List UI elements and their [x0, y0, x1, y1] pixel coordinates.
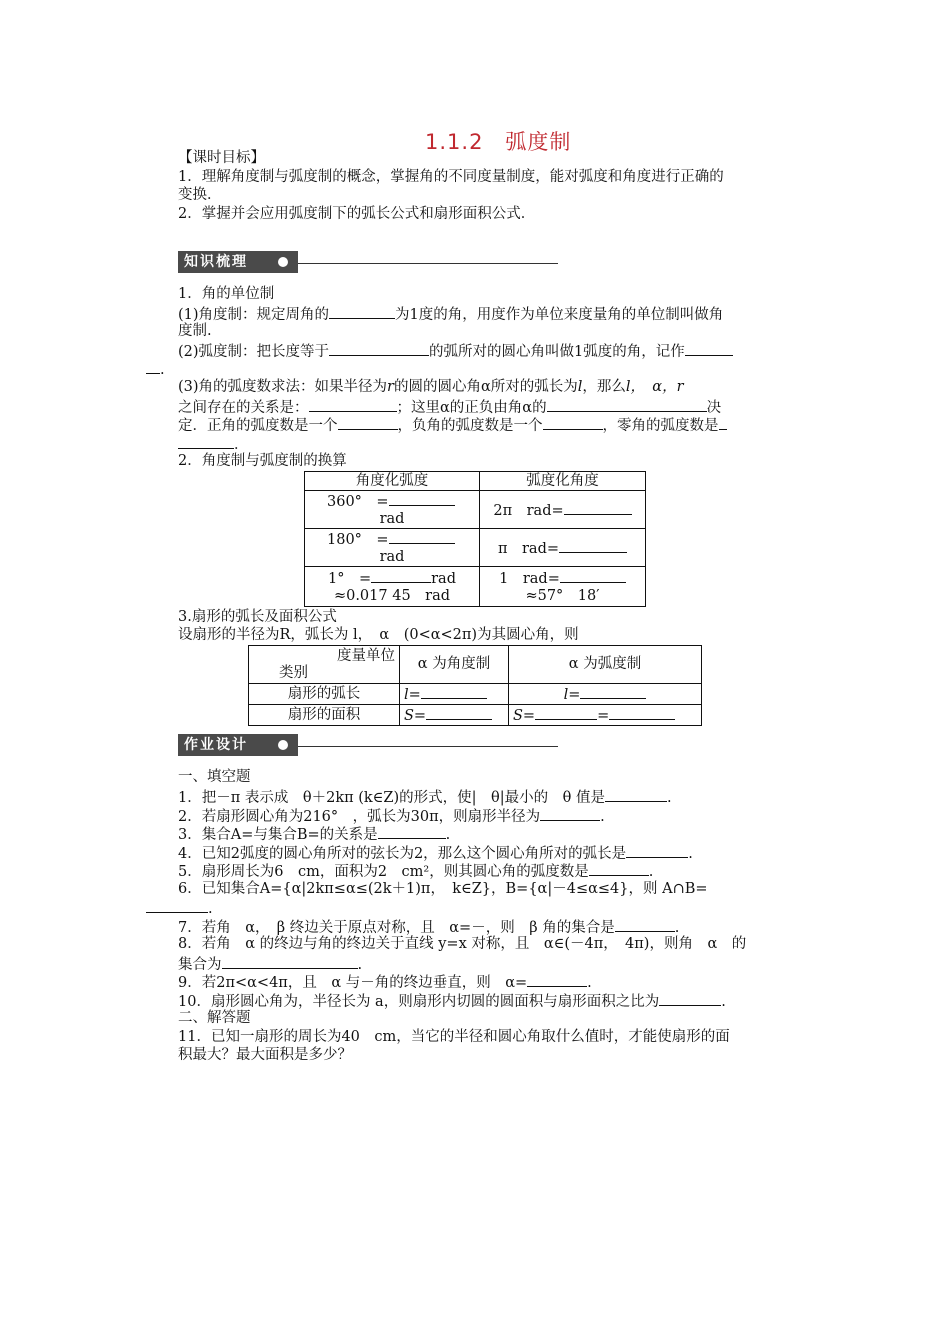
table-header: 角度化弧度 — [305, 472, 480, 491]
question-1: 1．把－π 表示成 θ＋2kπ (k∈Z)的形式，使| θ|最小的 θ 值是 . — [178, 787, 672, 807]
blank — [338, 415, 398, 430]
objective-2: 2．掌握并会应用弧度制下的弧长公式和扇形面积公式． — [178, 206, 536, 222]
sign-line: 定．正角的弧度数是一个 ，负角的弧度数是一个 ，零角的弧度数是 — [178, 415, 727, 435]
sector-intro: 设扇形的半径为R，弧长为 l， α (0<α<2π)为其圆心角，则 — [178, 627, 579, 643]
table-cell: l= — [509, 684, 702, 705]
part-heading: 二、解答题 — [178, 1010, 251, 1026]
bullet-dot-icon — [278, 257, 288, 267]
section-rule — [298, 263, 558, 264]
blank — [329, 341, 429, 356]
blank — [543, 415, 603, 430]
question-9: 9．若2π<α<4π，且 α 与－角的终边垂直，则 α= . — [178, 972, 592, 992]
table-cell: S= — [400, 705, 509, 726]
objective-1-cont: 变换． — [178, 187, 222, 203]
table-cell: π rad= — [480, 529, 646, 567]
blank — [685, 341, 733, 356]
sector-table — [248, 645, 702, 726]
table-header: α 为角度制 — [400, 646, 509, 684]
relation-line: 之间存在的关系是： ；这里α的正负由角α的 决 — [178, 397, 721, 417]
question-6-cont: . — [146, 898, 213, 918]
table-header: 度量单位 类别 — [249, 646, 400, 684]
table-cell: 扇形的面积 — [249, 705, 400, 726]
table-cell: 180° = rad — [305, 529, 480, 567]
table-header: α 为弧度制 — [509, 646, 702, 684]
table-cell: 2π rad= — [480, 491, 646, 529]
section-label: 知识梳理 — [178, 251, 298, 273]
question-7: 7．若角 α， β 终边关于原点对称，且 α=－，则 β 角的集合是 . — [178, 917, 679, 937]
objectives-heading: 【课时目标】 — [178, 150, 265, 166]
question-4: 4．已知2弧度的圆心角所对的弦长为2，那么这个圆心角所对的弧长是 . — [178, 843, 693, 863]
table-cell: l= — [400, 684, 509, 705]
blank — [329, 304, 395, 319]
question-2: 2．若扇形圆心角为216° ，弧长为30π，则扇形半径为 . — [178, 806, 605, 826]
blank — [547, 397, 707, 412]
question-8: 8．若角 α 的终边与角的终边关于直线 y=x 对称，且 α∈(－4π， 4π)，则角 α 的 — [178, 936, 747, 952]
blank — [146, 359, 160, 374]
question-11: 11．已知一扇形的周长为40 cm，当它的半径和圆心角取什么值时，才能使扇形的面 — [178, 1029, 730, 1045]
conversion-heading: 2．角度制与弧度制的换算 — [178, 453, 347, 469]
blank — [719, 415, 727, 430]
bullet-dot-icon — [278, 740, 288, 750]
question-6: 6．已知集合A={α|2kπ≤α≤(2k＋1)π， k∈Z}，B={α|－4≤α≤4}，则 A∩B= — [178, 881, 708, 897]
table-cell: S= = — [509, 705, 702, 726]
blank — [309, 397, 397, 412]
section-label: 作业设计 — [178, 734, 298, 756]
conversion-table — [304, 471, 646, 607]
objective-1: 1．理解角度制与弧度制的概念，掌握角的不同度量制度，能对弧度和角度进行正确的 — [178, 169, 724, 185]
table-header: 弧度化角度 — [480, 472, 646, 491]
table-cell: 1 rad= ≈57° 18′ — [480, 567, 646, 607]
part-heading: 一、填空题 — [178, 769, 251, 785]
blank — [178, 434, 234, 449]
radian-definition: (2)弧度制：把长度等于 的弧所对的圆心角叫做1弧度的角，记作 — [178, 341, 733, 361]
table-cell: 1° = rad ≈0.017 45 rad — [305, 567, 480, 607]
page-title: 1.1.2 弧度制 — [425, 130, 572, 154]
question-5: 5．扇形周长为6 cm，面积为2 cm²，则其圆心角的弧度数是 . — [178, 861, 653, 881]
section-header-homework — [178, 734, 558, 756]
degree-definition-cont: 度制. — [178, 323, 212, 339]
sector-heading: 3.扇形的弧长及面积公式 — [178, 609, 337, 625]
question-8-cont: 集合为 . — [178, 954, 362, 974]
radian-measure-rule: (3)角的弧度数求法：如果半径为r的圆的圆心角α所对的弧长为l，那么l， α，r — [178, 379, 684, 395]
radian-definition-cont: . — [146, 359, 165, 379]
section-header-knowledge — [178, 251, 558, 273]
question-3: 3．集合A=与集合B=的关系是 . — [178, 824, 450, 844]
table-cell: 扇形的弧长 — [249, 684, 400, 705]
table-cell: 360° = rad — [305, 491, 480, 529]
sign-line-cont: ． — [178, 434, 249, 454]
degree-definition: (1)角度制：规定周角的 为1度的角，用度作为单位来度量角的单位制叫做角 — [178, 304, 723, 324]
unit-heading: 1．角的单位制 — [178, 286, 275, 302]
question-11-cont: 积最大？最大面积是多少？ — [178, 1047, 352, 1063]
section-rule — [298, 746, 558, 747]
question-10: 10．扇形圆心角为，半径长为 a，则扇形内切圆的圆面积与扇形面积之比为 . — [178, 991, 726, 1011]
